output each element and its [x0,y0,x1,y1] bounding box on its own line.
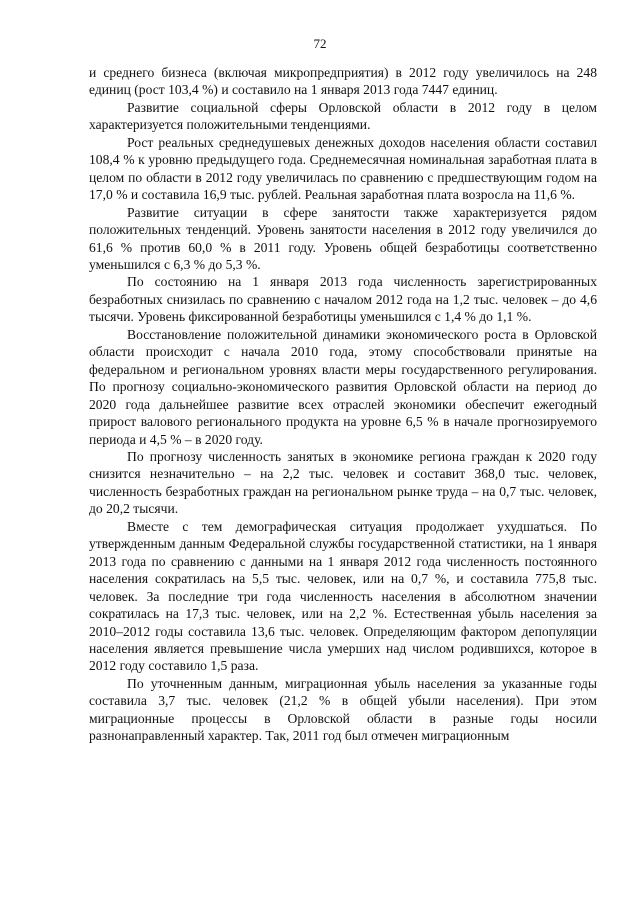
paragraph-unemployed: По состоянию на 1 января 2013 года численность зарегистрированных безработных снизилась по сравнению с началом 2012 года на 1,2 тыс. человек – до 4,6 тысячи. Уровень фиксированной безработицы уменьшился с 1,4 % до 1,1 %. [89,274,597,325]
paragraph-incomes: Рост реальных среднедушевых денежных доходов населения области составил 108,4 % к уровню предыдущего года. Среднемесячная номинальная заработная плата в целом по области в 2012 году увеличилась по сравнению с предшествующим годом на 17,0 % и составила 16,9 тыс. рублей. Реальная заработная плата возросла на 11,6 %. [89,134,597,203]
document-body [89,64,597,745]
paragraph-employment: Развитие ситуации в сфере занятости также характеризуется рядом положительных тенденций. Уровень занятости населения в 2012 году увеличился до 61,6 % против 60,0 % в 2011 году. Уровень общей безработицы соответственно уменьшился с 6,3 % до 5,3 %. [89,204,597,272]
paragraph-small-business: и среднего бизнеса (включая микропредприятия) в 2012 году увеличилось на 248 единиц (рост 103,4 %) и составило на 1 января 2013 года 7447 единиц. [89,65,597,98]
paragraph-employment-forecast: По прогнозу численность занятых в экономике региона граждан к 2020 году снизится незначительно – на 2,2 тыс. человек и составит 368,0 тыс. человек, численность безработных граждан на региональном рынке труда – на 0,7 тыс. человек, до 20,2 тысячи. [89,448,597,517]
page-number: 72 [313,36,327,51]
paragraph-migration: По уточненным данным, миграционная убыль населения за указанные годы составила 3,7 тыс. человек (21,2 % в общей убыли населения). При этом миграционные процессы в Орловской области в разные годы носили разнонаправленный характер. Так, 2011 год был отмечен миграционным [89,675,597,744]
paragraph-demography: Вместе с тем демографическая ситуация продолжает ухудшаться. По утвержденным данным Федеральной службы государственной статистики, на 1 января 2013 года по сравнению с данными на 1 января 2012 года численность постоянного населения сократилась на 5,5 тыс. человек, или на 0,7 %, и составила 775,8 тыс. человек. За последние три года численность населения в абсолютном значении сократилась на 17,3 тыс. человек, или на 2,2 %. Естественная убыль населения за 2010–2012 годы составила 13,6 тыс. человек. Определяющим фактором депопуляции населения является превышение числа умерших над числом родившихся, которое в 2012 году составило 1,5 раза. [89,518,597,674]
paragraph-economic-growth: Восстановление положительной динамики экономического роста в Орловской области происходит с начала 2010 года, этому способствовали принятые на федеральном и региональном уровнях власти меры государственного регулирования. По прогнозу социально-экономического развития Орловской области на период до 2020 года дальнейшее развитие всех отраслей экономики обеспечит ежегодный прирост валового регионального продукта на уровне 6,5 % в начале прогнозируемого периода и 4,5 % – в 2020 году. [89,326,597,447]
paragraph-social-sphere: Развитие социальной сферы Орловской области в 2012 году в целом характеризуется положительными тенденциями. [89,99,597,133]
